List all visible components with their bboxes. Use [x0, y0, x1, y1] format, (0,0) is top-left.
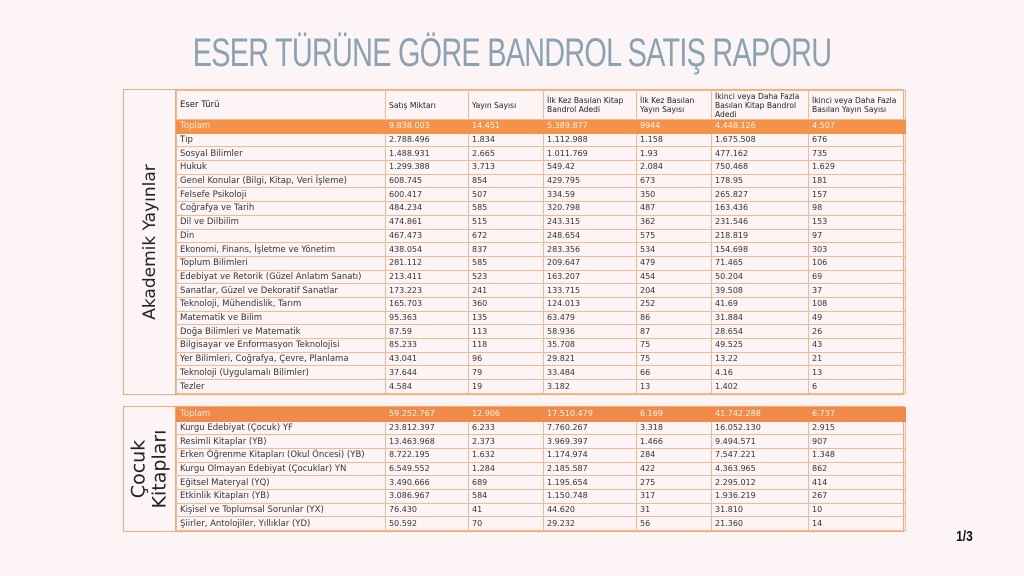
- cell-value: 1.150.748: [544, 489, 637, 503]
- cell-value: 303: [809, 243, 906, 257]
- cell-value: 429.795: [544, 174, 637, 188]
- cell-value: 59.252.767: [386, 408, 469, 422]
- cell-value: 1.158: [637, 133, 712, 147]
- column-header-ikinci-kitap-bandrol: İkinci veya Daha Fazla Basılan Kitap Bandrol Adedi: [712, 91, 809, 120]
- cell-value: 163.207: [544, 270, 637, 284]
- cell-value: 3.490.666: [386, 476, 469, 490]
- cell-value: 17.510.479: [544, 408, 637, 422]
- cell-value: 2.665: [469, 147, 544, 161]
- cell-value: 750.468: [712, 161, 809, 175]
- table-row: [177, 243, 906, 257]
- table-header-row: [177, 91, 906, 120]
- cell-value: 1.174.974: [544, 448, 637, 462]
- cell-value: 854: [469, 174, 544, 188]
- cell-value: 2.788.496: [386, 133, 469, 147]
- cell-value: 243.315: [544, 215, 637, 229]
- cell-value: 1.195.654: [544, 476, 637, 490]
- cell-value: 479: [637, 256, 712, 270]
- cell-value: 66: [637, 366, 712, 380]
- cell-value: 1.629: [809, 161, 906, 175]
- cell-value: 75: [637, 339, 712, 353]
- cell-value: 1.488.931: [386, 147, 469, 161]
- cell-value: 163.436: [712, 202, 809, 216]
- cell-value: 252: [637, 297, 712, 311]
- cell-name: Etkinlik Kitapları (YB): [177, 489, 386, 503]
- cell-value: 157: [809, 188, 906, 202]
- cell-value: 21.360: [712, 517, 809, 531]
- cell-value: 97: [809, 229, 906, 243]
- cell-name: Erken Öğrenme Kitapları (Okul Öncesi) (YB): [177, 448, 386, 462]
- cell-value: 13: [637, 380, 712, 394]
- cell-value: 1.93: [637, 147, 712, 161]
- cell-value: 585: [469, 202, 544, 216]
- cell-value: 9.838.003: [386, 120, 469, 134]
- cell-value: 50.592: [386, 517, 469, 531]
- cell-value: 1.011.769: [544, 147, 637, 161]
- cell-value: 231.546: [712, 215, 809, 229]
- cell-value: 267: [809, 489, 906, 503]
- cell-name: Genel Konular (Bilgi, Kitap, Veri İşleme): [177, 174, 386, 188]
- table-row: [177, 133, 906, 147]
- cell-value: 2.373: [469, 435, 544, 449]
- cell-name: Eğitsel Materyal (YQ): [177, 476, 386, 490]
- cell-value: 241: [469, 284, 544, 298]
- table-row: [177, 380, 906, 394]
- cell-value: 6: [809, 380, 906, 394]
- cell-value: 49: [809, 311, 906, 325]
- table-row: [177, 448, 906, 462]
- column-header-ilk-kez-kitap-bandrol: İlk Kez Basılan Kitap Bandrol Adedi: [544, 91, 637, 120]
- cell-value: 29.821: [544, 352, 637, 366]
- column-header-satis-miktari: Satış Miktarı: [386, 91, 469, 120]
- table-row: [177, 325, 906, 339]
- cell-value: 3.182: [544, 380, 637, 394]
- section-label-text: [129, 430, 171, 509]
- cell-name: Kurgu Olmayan Edebiyat (Çocuklar) YN: [177, 462, 386, 476]
- cell-value: 12.906: [469, 408, 544, 422]
- cell-name: Toplum Bilimleri: [177, 256, 386, 270]
- table-row: [177, 503, 906, 517]
- cell-value: 43: [809, 339, 906, 353]
- cell-value: 39.508: [712, 284, 809, 298]
- cell-value: 29.232: [544, 517, 637, 531]
- cell-value: 86: [637, 311, 712, 325]
- cell-value: 124.013: [544, 297, 637, 311]
- cell-value: 118: [469, 339, 544, 353]
- cell-value: 334.59: [544, 188, 637, 202]
- cell-value: 3.086.967: [386, 489, 469, 503]
- cell-value: 6.233: [469, 421, 544, 435]
- cell-value: 484.234: [386, 202, 469, 216]
- cell-value: 204: [637, 284, 712, 298]
- section-label-line1: Çocuk: [127, 439, 150, 499]
- cell-value: 14: [809, 517, 906, 531]
- cell-value: 1.675.508: [712, 133, 809, 147]
- cell-value: 248.654: [544, 229, 637, 243]
- cell-value: 87.59: [386, 325, 469, 339]
- table-row: [177, 161, 906, 175]
- cell-value: 71.465: [712, 256, 809, 270]
- cell-value: 454: [637, 270, 712, 284]
- cell-name: Edebiyat ve Retorik (Güzel Anlatım Sanatı): [177, 270, 386, 284]
- cell-value: 275: [637, 476, 712, 490]
- cell-value: 37.644: [386, 366, 469, 380]
- cell-value: 575: [637, 229, 712, 243]
- cell-value: 7.760.267: [544, 421, 637, 435]
- cell-value: 209.647: [544, 256, 637, 270]
- cell-value: 283.356: [544, 243, 637, 257]
- cell-value: 21: [809, 352, 906, 366]
- cell-name: Kurgu Edebiyat (Çocuk) YF: [177, 421, 386, 435]
- cell-value: 50.204: [712, 270, 809, 284]
- cell-value: 37: [809, 284, 906, 298]
- table-row: [177, 339, 906, 353]
- cell-value: 213.411: [386, 270, 469, 284]
- table-row: [177, 489, 906, 503]
- cell-value: 4.363.965: [712, 462, 809, 476]
- cell-name: Matematik ve Bilim: [177, 311, 386, 325]
- cell-value: 135: [469, 311, 544, 325]
- cell-value: 7.547.221: [712, 448, 809, 462]
- cell-value: 31: [637, 503, 712, 517]
- column-header-ikinci-yayin-sayisi: İkinci veya Daha Fazla Basılan Yayın Sayısı: [809, 91, 906, 120]
- cell-value: 1.936.219: [712, 489, 809, 503]
- cell-value: 523: [469, 270, 544, 284]
- cell-value: 85.233: [386, 339, 469, 353]
- cell-value: 3.713: [469, 161, 544, 175]
- cell-value: 585: [469, 256, 544, 270]
- cell-value: 87: [637, 325, 712, 339]
- cell-value: 31.884: [712, 311, 809, 325]
- column-header-eser-turu: Eser Türü: [177, 91, 386, 120]
- cell-value: 44.620: [544, 503, 637, 517]
- cell-value: 515: [469, 215, 544, 229]
- page-title: ESER TÜRÜNE GÖRE BANDROL SATIŞ RAPORU: [192, 31, 832, 75]
- cell-value: 672: [469, 229, 544, 243]
- cell-value: 2.915: [809, 421, 906, 435]
- cell-value: 6.549.552: [386, 462, 469, 476]
- cell-value: 16.052.130: [712, 421, 809, 435]
- cell-value: 9.494.571: [712, 435, 809, 449]
- cell-value: 477.162: [712, 147, 809, 161]
- cell-value: 76.430: [386, 503, 469, 517]
- cell-value: 2.185.587: [544, 462, 637, 476]
- cell-name: Coğrafya ve Tarih: [177, 202, 386, 216]
- cell-value: 1.402: [712, 380, 809, 394]
- cell-value: 178.95: [712, 174, 809, 188]
- cell-value: 2.084: [637, 161, 712, 175]
- cell-value: 43.041: [386, 352, 469, 366]
- cell-name: Şiirler, Antolojiler, Yıllıklar (YD): [177, 517, 386, 531]
- cell-value: 2.295.012: [712, 476, 809, 490]
- cocuk-table: [176, 407, 906, 531]
- cell-value: 9944: [637, 120, 712, 134]
- cell-name: Sosyal Bilimler: [177, 147, 386, 161]
- table-row: [177, 366, 906, 380]
- total-row: [177, 120, 906, 134]
- cell-value: 1.284: [469, 462, 544, 476]
- cell-value: 1.348: [809, 448, 906, 462]
- cell-value: 10: [809, 503, 906, 517]
- table-row: [177, 352, 906, 366]
- cell-value: 1.299.388: [386, 161, 469, 175]
- cell-name: Kişisel ve Toplumsal Sorunlar (YX): [177, 503, 386, 517]
- cell-value: 96: [469, 352, 544, 366]
- total-row: [177, 408, 906, 422]
- cell-value: 507: [469, 188, 544, 202]
- cell-value: 5.389.877: [544, 120, 637, 134]
- cell-name: Hukuk: [177, 161, 386, 175]
- cell-value: 31.810: [712, 503, 809, 517]
- cell-value: 1.834: [469, 133, 544, 147]
- cell-value: 8.722.195: [386, 448, 469, 462]
- cell-value: 28.654: [712, 325, 809, 339]
- cell-value: 133.715: [544, 284, 637, 298]
- section-label-line2: Kitapları: [148, 429, 171, 509]
- cell-value: 58.936: [544, 325, 637, 339]
- cell-value: 106: [809, 256, 906, 270]
- cell-value: 56: [637, 517, 712, 531]
- cell-value: 1.466: [637, 435, 712, 449]
- table-row: [177, 311, 906, 325]
- table-row: [177, 462, 906, 476]
- cell-value: 862: [809, 462, 906, 476]
- cell-name: Teknoloji, Mühendislik, Tarım: [177, 297, 386, 311]
- cell-value: 19: [469, 380, 544, 394]
- cell-value: 4.16: [712, 366, 809, 380]
- cell-name: Toplam: [177, 120, 386, 134]
- cell-value: 41: [469, 503, 544, 517]
- cell-value: 4.584: [386, 380, 469, 394]
- section-akademik-yayinlar: [123, 89, 904, 395]
- cell-value: 13.22: [712, 352, 809, 366]
- table-row: [177, 202, 906, 216]
- cell-name: Sanatlar, Güzel ve Dekoratif Sanatlar: [177, 284, 386, 298]
- cell-value: 320.798: [544, 202, 637, 216]
- cell-value: 362: [637, 215, 712, 229]
- table-row: [177, 476, 906, 490]
- cell-value: 600.417: [386, 188, 469, 202]
- cell-value: 4.448.126: [712, 120, 809, 134]
- cell-value: 3.969.397: [544, 435, 637, 449]
- table-row: [177, 229, 906, 243]
- cell-value: 154.698: [712, 243, 809, 257]
- cell-value: 35.708: [544, 339, 637, 353]
- cell-value: 584: [469, 489, 544, 503]
- cell-value: 41.69: [712, 297, 809, 311]
- table-row: [177, 147, 906, 161]
- cell-name: Din: [177, 229, 386, 243]
- section-label-text: Akademik Yayınlar: [139, 164, 160, 320]
- cell-value: 26: [809, 325, 906, 339]
- cell-value: 487: [637, 202, 712, 216]
- cell-name: Bilgisayar ve Enformasyon Teknolojisi: [177, 339, 386, 353]
- cell-name: Tıp: [177, 133, 386, 147]
- cell-value: 414: [809, 476, 906, 490]
- cell-value: 689: [469, 476, 544, 490]
- cell-value: 165.703: [386, 297, 469, 311]
- cell-value: 49.525: [712, 339, 809, 353]
- cell-value: 284: [637, 448, 712, 462]
- cell-value: 4.507: [809, 120, 906, 134]
- column-header-yayin-sayisi: Yayın Sayısı: [469, 91, 544, 120]
- table-row: [177, 256, 906, 270]
- cell-value: 13.463.968: [386, 435, 469, 449]
- cell-value: 438.054: [386, 243, 469, 257]
- cell-name: Toplam: [177, 408, 386, 422]
- cell-name: Teknoloji (Uygulamalı Bilimler): [177, 366, 386, 380]
- cell-name: Felsefe Psikoloji: [177, 188, 386, 202]
- cell-name: Tezler: [177, 380, 386, 394]
- cell-value: 14.451: [469, 120, 544, 134]
- cell-value: 1.112.988: [544, 133, 637, 147]
- section-label-cocuk: [124, 407, 176, 531]
- cell-value: 23.812.397: [386, 421, 469, 435]
- akademik-table: [176, 90, 906, 394]
- table-row: [177, 297, 906, 311]
- table-row: [177, 174, 906, 188]
- cell-value: 676: [809, 133, 906, 147]
- cell-value: 6.737: [809, 408, 906, 422]
- cell-value: 534: [637, 243, 712, 257]
- cell-value: 218.819: [712, 229, 809, 243]
- cell-value: 33.484: [544, 366, 637, 380]
- table-row: [177, 188, 906, 202]
- cell-value: 608.745: [386, 174, 469, 188]
- cell-value: 281.112: [386, 256, 469, 270]
- cell-value: 41.742.288: [712, 408, 809, 422]
- column-header-ilk-kez-yayin-sayisi: İlk Kez Basılan Yayın Sayısı: [637, 91, 712, 120]
- cell-value: 98: [809, 202, 906, 216]
- cell-value: 13: [809, 366, 906, 380]
- table-row: [177, 435, 906, 449]
- cell-value: 69: [809, 270, 906, 284]
- cell-value: 837: [469, 243, 544, 257]
- cell-value: 113: [469, 325, 544, 339]
- cell-value: 265.827: [712, 188, 809, 202]
- cell-value: 907: [809, 435, 906, 449]
- cell-value: 63.479: [544, 311, 637, 325]
- cell-value: 422: [637, 462, 712, 476]
- section-label-akademik: [124, 90, 176, 394]
- table-row: [177, 421, 906, 435]
- cell-value: 173.223: [386, 284, 469, 298]
- cell-value: 108: [809, 297, 906, 311]
- cell-name: Dil ve Dilbilim: [177, 215, 386, 229]
- table-row: [177, 270, 906, 284]
- cell-name: Resimli Kitaplar (YB): [177, 435, 386, 449]
- cell-value: 75: [637, 352, 712, 366]
- section-cocuk-kitaplari: [123, 406, 904, 532]
- table-row: [177, 215, 906, 229]
- cell-value: 1.632: [469, 448, 544, 462]
- cell-value: 95.363: [386, 311, 469, 325]
- cell-name: Ekonomi, Finans, İşletme ve Yönetim: [177, 243, 386, 257]
- table-row: [177, 284, 906, 298]
- cell-value: 79: [469, 366, 544, 380]
- page-indicator: 1/3: [956, 528, 973, 545]
- cell-value: 360: [469, 297, 544, 311]
- cell-name: Doğa Bilimleri ve Matematik: [177, 325, 386, 339]
- cell-value: 153: [809, 215, 906, 229]
- cell-value: 549.42: [544, 161, 637, 175]
- cell-value: 474.861: [386, 215, 469, 229]
- cell-value: 735: [809, 147, 906, 161]
- cell-name: Yer Bilimleri, Coğrafya, Çevre, Planlama: [177, 352, 386, 366]
- cell-value: 3.318: [637, 421, 712, 435]
- cell-value: 317: [637, 489, 712, 503]
- cell-value: 467.473: [386, 229, 469, 243]
- cell-value: 350: [637, 188, 712, 202]
- cell-value: 6.169: [637, 408, 712, 422]
- cell-value: 70: [469, 517, 544, 531]
- cell-value: 181: [809, 174, 906, 188]
- table-row: [177, 517, 906, 531]
- cell-value: 673: [637, 174, 712, 188]
